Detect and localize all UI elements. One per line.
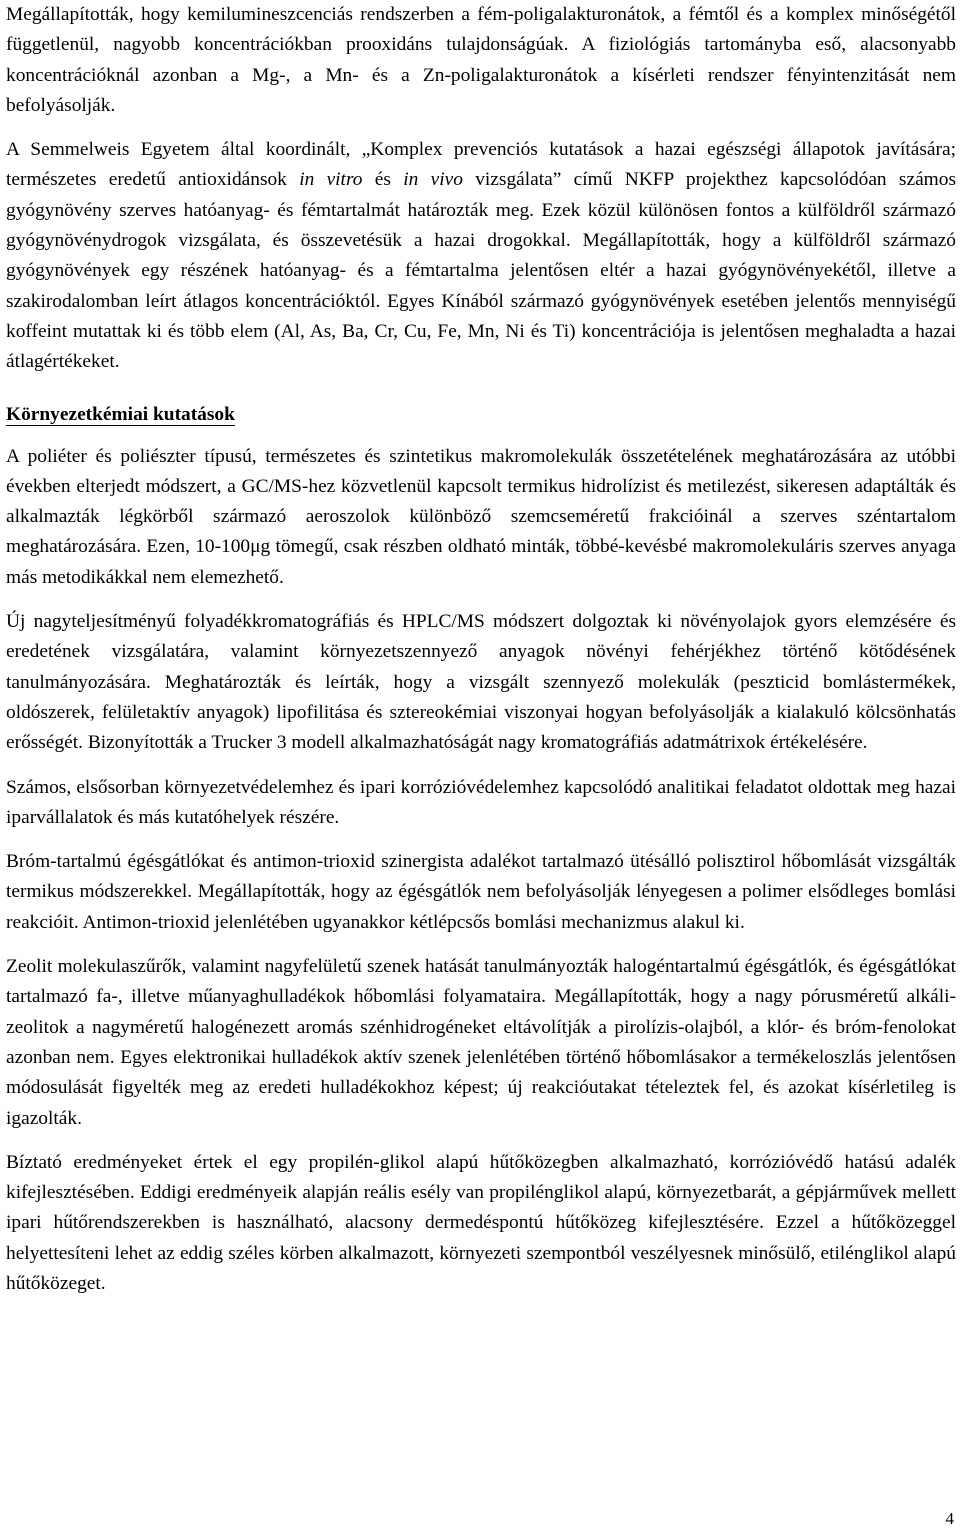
paragraph-analitikai: Számos, elsősorban környezetvédelemhez és ipari korrózióvédelemhez kapcsolódó analitikai feladatot oldottak meg hazai iparvállalatok és más kutatóhelyek részére. [6,776,956,828]
paragraph-poligalakturonat: Megállapították, hogy kemilumineszcenciás rendszerben a fém-poligalakturonátok, a fémtől és a komplex minőségétől függetlenül, nagyobb koncentrációkban prooxidáns tulajdonságúak. A fiziológiás tartományba eső, alacsonyabb koncentrációknál azonban a Mg-, a Mn- és a Zn-poligalakturonátok a kísérleti rendszer fényintenzitását nem befolyásolják. [6,4,956,116]
paragraph-zeolit: Zeolit molekulaszűrők, valamint nagyfelületű szenek hatását tanulmányozták halogéntartalmú égésgátlók, és égésgátlókat tartalmazó fa-, illetve műanyaghulladékok hőbomlási folyamataira. Megállapították, hogy a nagy pórusméretű alkáli-zeolitok a nagyméretű halogénezett aromás szénhidrogéneket eltávolítják a pirolízis-olajból, a klór- és bróm-fenolokat azonban nem. Egyes elektronikai hulladékok aktív szenek jelenlétében történő hőbomlásakor a termékeloszlás jelentősen módosulását figyelték meg az eredeti hulladékokhoz képest; új reakcióutakat tételeztek fel, és azokat kísérletileg is igazolták. [6,956,956,1129]
paragraph-semmelweis [6,135,956,377]
semmelweis-text-1: A Semmelweis Egyetem által koordinált, „Komplex prevenciós kutatások a hazai egészségi állapotok javítására; természetes eredetű antioxidánsok [6,139,956,191]
semmelweis-italic-1: in vitro [299,169,363,191]
section-heading-text: Környezetkémiai kutatások [6,403,235,425]
semmelweis-text-3: vizsgálata” című NKFP projekthez kapcsolódóan számos gyógynövény szerves hatóanyag- és fémtartalmát határozták meg. Ezek közül különösen fontos a külföldről származó gyógynövénydrogok vizsgálata, és összevetésük a hazai drogokkal. Megállapították, hogy a külföldről származó gyógynövények egy részének hatóanyag- és a fémtartalma jelentősen eltér a hazai gyógynövényekétől, illetve a szakirodalomban leírt átlagos koncentrációktól. Egyes Kínából származó gyógynövények esetében jelentős mennyiségű koffeint mutattak ki és több elem (Al, As, Ba, Cr, Cu, Fe, Mn, Ni és Ti) koncentrációja is jelentősen meghaladta a hazai átlagértékeket. [6,169,956,373]
document-page [6,0,956,1299]
page-number: 4 [945,1509,954,1528]
paragraph-hutokozeg: Bíztató eredményeket értek el egy propilén-glikol alapú hűtőközegben alkalmazható, korrózióvédő hatású adalék kifejlesztésében. Eddigi eredményeik alapján reális esély van propilénglikol alapú, környezetbarát, a gépjárművek mellett ipari hűtőrendszerekben is használható, alacsony dermedéspontú hűtőközeg kifejlesztésére. Ezzel a hűtőközeggel helyettesíteni lehet az eddig széles körben alkalmazott, környezeti szempontból veszélyesnek minősülő, etilénglikol alapú hűtőközeget. [6,1151,956,1294]
semmelweis-italic-2: in vivo [403,169,463,191]
paragraph-brom: Bróm-tartalmú égésgátlókat és antimon-trioxid szinergista adalékot tartalmazó ütésálló polisztirol hőbomlását vizsgálták termikus módszerekkel. Megállapították, hogy az égésgátlók nem befolyásolják lényegesen a polimer elsődleges bomlási reakcióit. Antimon-trioxid jelenlétében ugyanakkor kétlépcsős bomlási mechanizmus alakul ki. [6,851,956,933]
section-heading [6,400,956,430]
paragraph-poliester: A poliéter és poliészter típusú, természetes és szintetikus makromolekulák összetételének meghatározására az utóbbi években elterjedt módszert, a GC/MS-hez közvetlenül kapcsolt termikus hidrolízist és metilezést, sikeresen adaptálták és alkalmazták légkörből származó aeroszolok különböző szemcseméretű frakcióinál a szerves széntartalom meghatározására. Ezen, 10-100μg tömegű, csak részben oldható minták, többé-kevésbé makromolekuláris szerves anyaga más metodikákkal nem elemezhető. [6,445,956,588]
paragraph-hplc: Új nagyteljesítményű folyadékkromatográfiás és HPLC/MS módszert dolgoztak ki növényolajok gyors elemzésére és eredetének vizsgálatára, valamint környezetszennyező anyagok növényi fehérjékhez történő kötődésének tanulmányozására. Meghatározták és leírták, hogy a vizsgált szennyező molekulák (peszticid bomlástermékek, oldószerek, felületaktív anyagok) lipofilitása és sztereokémiai viszonyai hogyan befolyásolják a kialakuló kölcsönhatás erősségét. Bizonyították a Trucker 3 modell alkalmazhatóságát nagy kromatográfiás adatmátrixok értékelésére. [6,611,956,754]
semmelweis-text-2: és [362,169,404,191]
